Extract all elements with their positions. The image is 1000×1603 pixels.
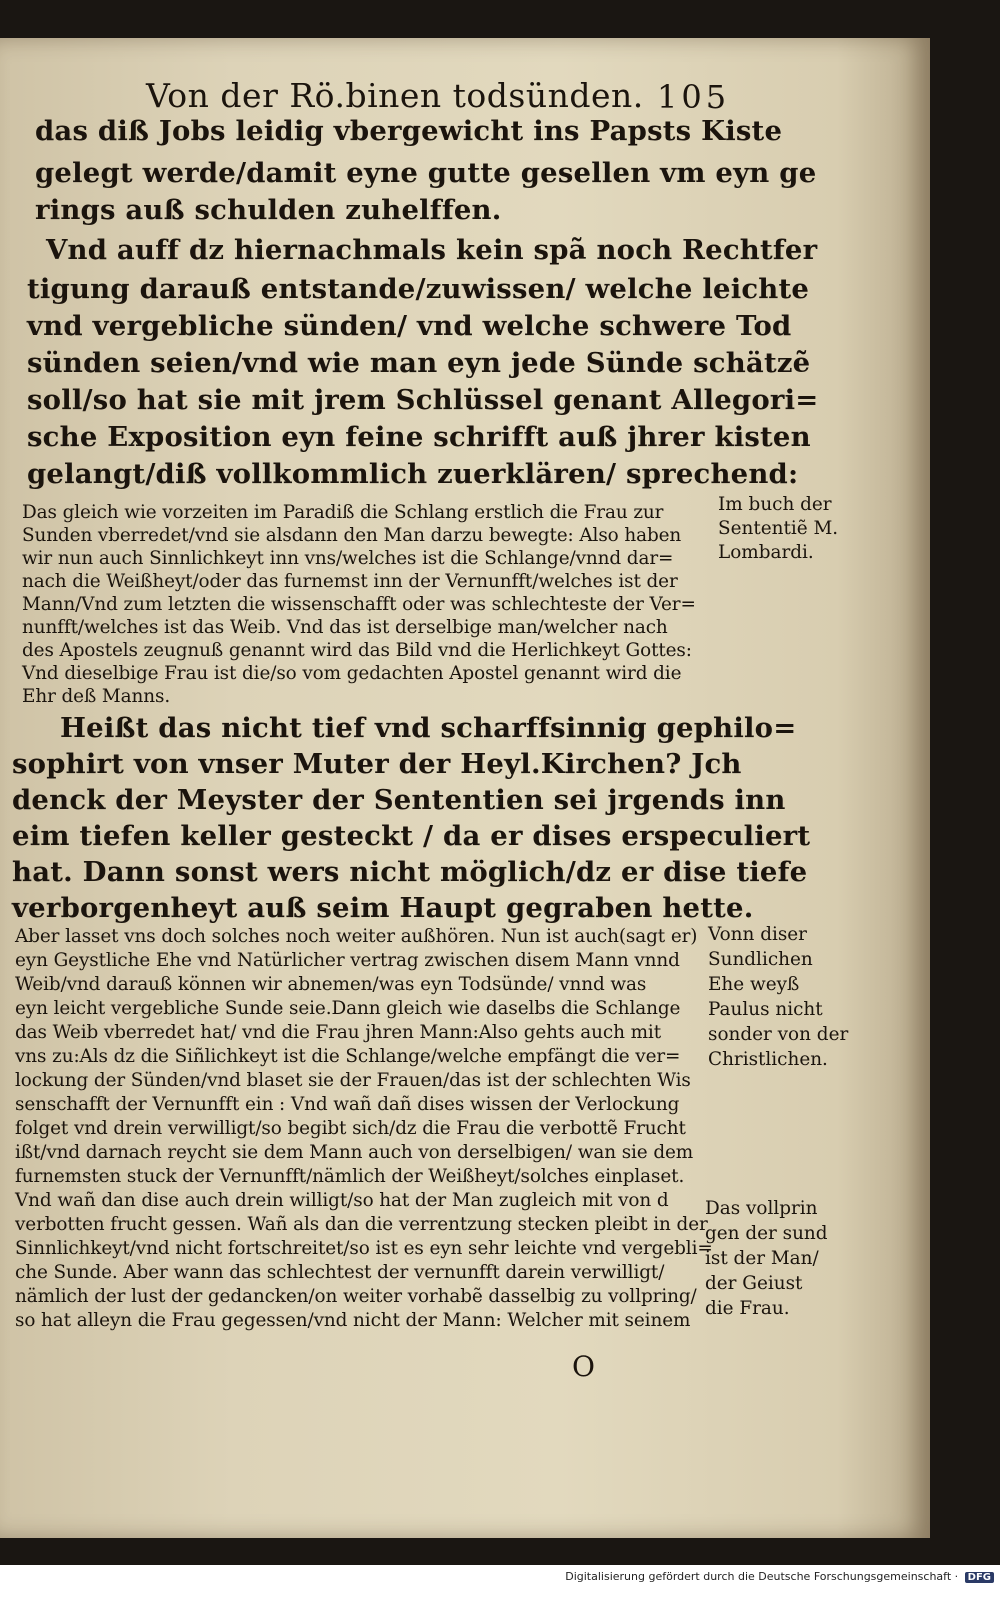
quote-line: eyn leicht vergebliche Sunde seie.Dann gleich wie daselbs die Schlange xyxy=(15,998,681,1019)
body-line: vnd vergebliche sünden/ vnd welche schwere Tod xyxy=(27,310,792,342)
quote-line: nämlich der lust der gedancken/on weiter vorhabẽ dasselbig zu vollpring/ xyxy=(15,1286,697,1307)
quote-line: ißt/vnd darnach reycht sie dem Mann auch von derselbigen/ wan sie dem xyxy=(15,1142,694,1163)
margin-note-line: Sententiẽ M. xyxy=(718,518,839,539)
margin-note-line: Sundlichen xyxy=(708,949,813,970)
quote-line: che Sunde. Aber wann das schlechtest der vernunfft darein verwilligt/ xyxy=(15,1262,665,1283)
body-line: denck der Meyster der Sententien sei jrgends inn xyxy=(12,784,786,816)
signature-mark: O xyxy=(572,1350,595,1383)
margin-note-line: gen der sund xyxy=(705,1223,828,1244)
quote-line: so hat alleyn die Frau gegessen/vnd nicht der Mann: Welcher mit seinem xyxy=(15,1310,691,1331)
quote-line: Weib/vnd darauß können wir abnemen/was eyn Todsünde/ vnnd was xyxy=(15,974,647,995)
body-line: verborgenheyt auß seim Haupt gegraben hette. xyxy=(12,892,754,924)
quote-line: Sunden vberredet/vnd sie alsdann den Man darzu bewegte: Also haben xyxy=(22,525,682,546)
body-line: gelangt/diß vollkommlich zuerklären/ sprechend: xyxy=(27,458,799,490)
margin-note-line: Vonn diser xyxy=(708,924,807,945)
quote-line: das Weib vberredet hat/ vnd die Frau jhren Mann:Also gehts auch mit xyxy=(15,1022,661,1043)
digitization-credit xyxy=(0,1570,994,1583)
body-line: Vnd auff dz hiernachmals kein spã noch Rechtfer xyxy=(46,234,818,266)
dfg-logo: DFG xyxy=(965,1572,994,1583)
margin-note-line: Das vollprin xyxy=(705,1198,818,1219)
margin-note-line: ist der Man/ xyxy=(705,1248,819,1269)
quote-line: Sinnlichkeyt/vnd nicht fortschreitet/so ist es eyn sehr leichte vnd vergebli= xyxy=(15,1238,713,1259)
margin-note-line: Im buch der xyxy=(718,494,832,515)
quote-line: furnemsten stuck der Vernunfft/nämlich der Weißheyt/solches einplaset. xyxy=(15,1166,685,1187)
body-line: soll/so hat sie mit jrem Schlüssel genant Allegori= xyxy=(27,384,819,416)
body-line: rings auß schulden zuhelffen. xyxy=(35,194,502,226)
quote-line: folget vnd drein verwilligt/so begibt sich/dz die Frau die verbottẽ Frucht xyxy=(15,1118,686,1139)
quote-line: wir nun auch Sinnlichkeyt inn vns/welches ist die Schlange/vnnd dar= xyxy=(22,548,674,569)
body-line: sophirt von vnser Muter der Heyl.Kirchen? Jch xyxy=(12,748,742,780)
body-line: Heißt das nicht tief vnd scharffsinnig gephilo= xyxy=(60,712,797,744)
quote-line: lockung der Sünden/vnd blaset sie der Frauen/das ist der schlechten Wis xyxy=(15,1070,691,1091)
margin-note-line: die Frau. xyxy=(705,1298,790,1319)
body-line: eim tiefen keller gesteckt / da er dises erspeculiert xyxy=(12,820,811,852)
quote-line: Vnd wañ dan dise auch drein willigt/so hat der Man zugleich mit von d xyxy=(15,1190,669,1211)
body-line: gelegt werde/damit eyne gutte gesellen vm eyn ge xyxy=(35,157,817,189)
quote-line: Vnd dieselbige Frau ist die/so vom gedachten Apostel genannt wird die xyxy=(22,663,682,684)
folio-number: 105 xyxy=(657,78,731,116)
body-line: hat. Dann sonst wers nicht möglich/dz er dise tiefe xyxy=(12,856,808,888)
margin-note-line: Lombardi. xyxy=(718,542,814,563)
quote-line: nunfft/welches ist das Weib. Vnd das ist derselbige man/welcher nach xyxy=(22,617,668,638)
margin-note-line: Paulus nicht xyxy=(708,999,823,1020)
margin-note-line: Ehe weyß xyxy=(708,974,800,995)
quote-line: Ehr deß Manns. xyxy=(22,686,171,707)
running-head: Von der Rö.binen todsünden. xyxy=(146,76,644,115)
body-line: tigung darauß entstande/zuwissen/ welche leichte xyxy=(27,273,810,305)
body-line: sünden seien/vnd wie man eyn jede Sünde schätzẽ xyxy=(27,347,811,379)
body-line: sche Exposition eyn feine schrifft auß jhrer kisten xyxy=(27,421,811,453)
margin-note-line: Christlichen. xyxy=(708,1049,828,1070)
quote-line: senschafft der Vernunfft ein : Vnd wañ dañ dises wissen der Verlockung xyxy=(15,1094,680,1115)
credit-text: Digitalisierung gefördert durch die Deutsche Forschungsgemeinschaft · xyxy=(565,1570,959,1583)
margin-note-line: sonder von der xyxy=(708,1024,849,1045)
quote-line: nach die Weißheyt/oder das furnemst inn der Vernunfft/welches ist der xyxy=(22,571,678,592)
quote-line: eyn Geystliche Ehe vnd Natürlicher vertrag zwischen disem Mann vnnd xyxy=(15,950,680,971)
quote-line: Aber lasset vns doch solches noch weiter außhören. Nun ist auch(sagt er) xyxy=(15,926,698,947)
quote-line: des Apostels zeugnuß genannt wird das Bild vnd die Herlichkeyt Gottes: xyxy=(22,640,692,661)
book-page xyxy=(0,38,930,1538)
quote-line: Mann/Vnd zum letzten die wissenschafft oder was schlechteste der Ver= xyxy=(22,594,696,615)
body-line: das diß Jobs leidig vbergewicht ins Papsts Kiste xyxy=(35,115,783,147)
quote-line: vns zu:Als dz die Siñlichkeyt ist die Schlange/welche empfängt die ver= xyxy=(15,1046,681,1067)
quote-line: verbotten frucht gessen. Wañ als dan die verrentzung stecken pleibt in der xyxy=(15,1214,708,1235)
quote-line: Das gleich wie vorzeiten im Paradiß die Schlang erstlich die Frau zur xyxy=(22,502,664,523)
margin-note-line: der Geiust xyxy=(705,1273,803,1294)
